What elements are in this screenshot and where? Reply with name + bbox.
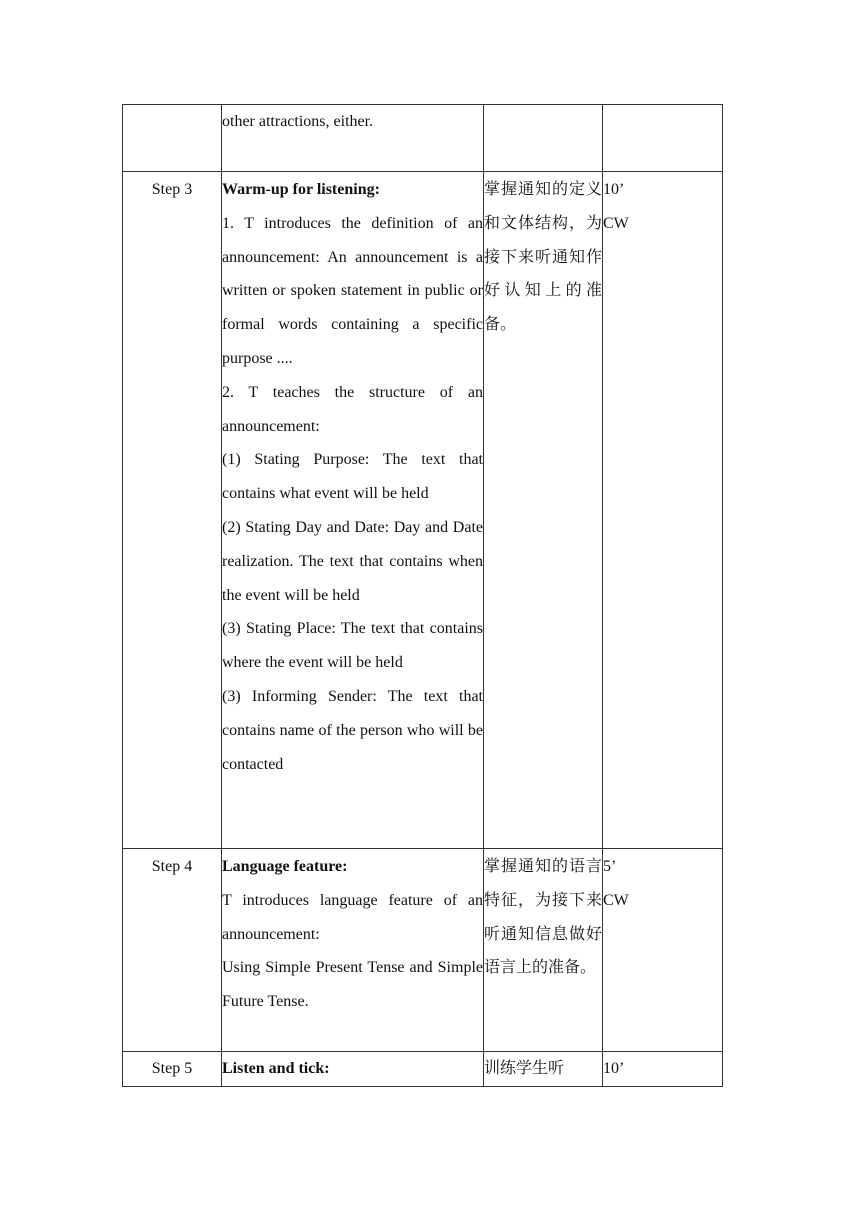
content-paragraph: (1) Stating Purpose: The text that contains what event will be held [222, 451, 483, 503]
section-heading: Listen and tick: [222, 1060, 330, 1077]
content-paragraph: (2) Stating Day and Date: Day and Date realization. The text that contains when the event will be held [222, 518, 483, 604]
table-row [123, 105, 723, 172]
content-paragraph: Using Simple Present Tense and Simple Future Tense. [222, 959, 483, 1011]
table-row [123, 1052, 723, 1087]
table-row [123, 172, 723, 849]
content-paragraph: (3) Stating Place: The text that contains where the event will be held [222, 620, 483, 672]
aim-cell: 掌握通知的定义和文体结构，为接下来听通知作好认知上的准备。 [484, 172, 603, 849]
aim-cell: 掌握通知的语言特征，为接下来听通知信息做好语言上的准备。 [484, 849, 603, 1052]
content-paragraph: other attractions, either. [222, 113, 374, 130]
content-cell [222, 1052, 484, 1087]
mode-value: CW [603, 891, 629, 909]
time-value: 10’ [603, 181, 625, 198]
step-cell [123, 105, 222, 172]
content-paragraph: 1. T introduces the definition of an announcement: An announcement is a written or spoken statement in public or formal words containing a specific purpose .... [222, 214, 483, 367]
time-cell [603, 849, 723, 1052]
content-cell [222, 105, 484, 172]
section-heading: Language feature: [222, 858, 348, 875]
step-cell: Step 3 [123, 172, 222, 849]
time-cell [603, 172, 723, 849]
content-paragraph: (3) Informing Sender: The text that contains name of the person who will be contacted [222, 687, 483, 773]
content-paragraph: 2. T teaches the structure of an announcement: [222, 383, 483, 435]
time-cell [603, 1052, 723, 1087]
section-heading: Warm-up for listening: [222, 181, 380, 198]
aim-cell: 训练学生听 [484, 1052, 603, 1087]
content-cell [222, 849, 484, 1052]
aim-cell [484, 105, 603, 172]
content-cell [222, 172, 484, 849]
mode-value: CW [603, 214, 629, 232]
lesson-plan-table [122, 104, 723, 1087]
step-cell: Step 4 [123, 849, 222, 1052]
time-value: 10’ [603, 1060, 625, 1077]
table-row [123, 849, 723, 1052]
time-cell [603, 105, 723, 172]
content-paragraph: T introduces language feature of an announcement: [222, 891, 483, 943]
time-value: 5’ [603, 858, 617, 875]
step-cell: Step 5 [123, 1052, 222, 1087]
